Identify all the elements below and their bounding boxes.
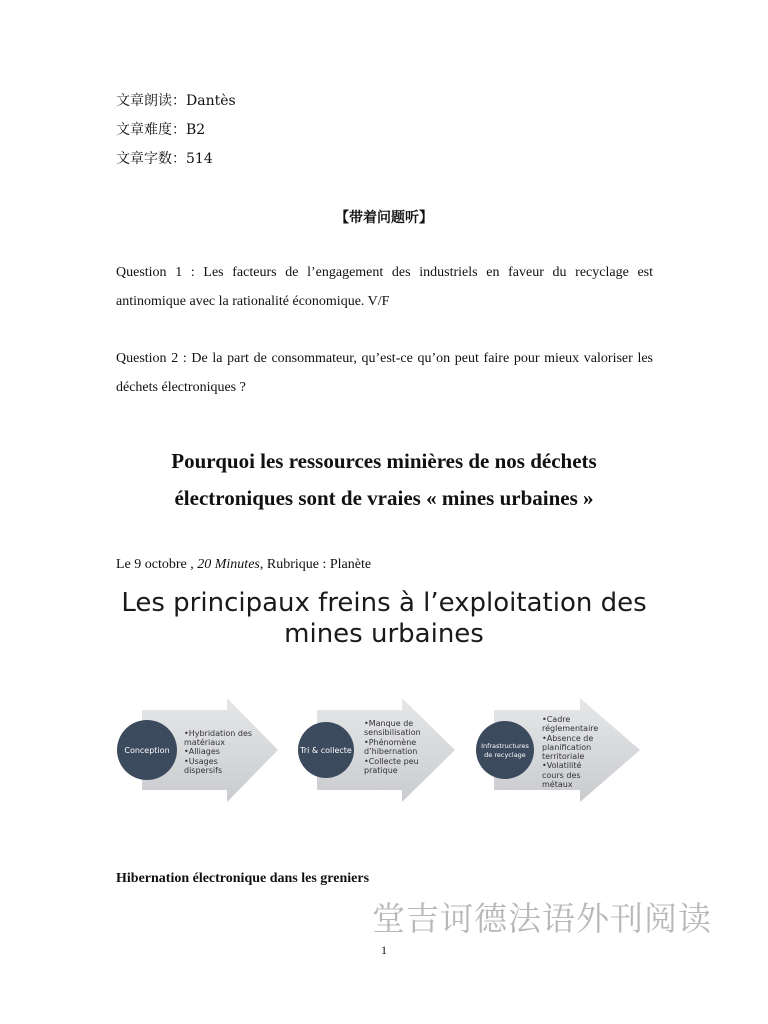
- stage-bullet: •Cadre: [542, 715, 571, 724]
- stage-bullet: dispersifs: [184, 766, 223, 775]
- page-number: 1: [381, 943, 387, 957]
- stage-bullet: matériaux: [184, 738, 225, 747]
- stage-infrastructures: [476, 698, 640, 802]
- stage-bullet: •Usages: [184, 757, 218, 766]
- stage-bullet: •Volatilité: [542, 761, 582, 770]
- stage-conception: [117, 698, 278, 802]
- figure-title: [100, 588, 668, 650]
- source-rubric: , Rubrique : Planète: [259, 557, 372, 572]
- stage-label: Tri & collecte: [300, 746, 352, 755]
- stage-label-line-2: de recyclage: [484, 751, 526, 759]
- source-publication: 20 Minutes: [197, 557, 260, 572]
- question-1: Question 1 : Les facteurs de l’engagement des industriels en faveur du recyclage est antinomique avec la rationalité économique. V/F: [116, 265, 653, 309]
- stage-bullet: réglementaire: [542, 724, 599, 733]
- section-heading: Hibernation électronique dans les greniers: [116, 871, 370, 886]
- stage-bullet: pratique: [364, 766, 398, 775]
- article-title-line-1: Pourquoi les ressources minières de nos déchets: [171, 449, 597, 473]
- stage-bullet: •Absence de: [542, 734, 594, 743]
- wordcount-line: 文章字数：514: [116, 151, 213, 167]
- article-source: [116, 557, 371, 573]
- question-2: Question 2 : De la part de consommateur, qu’est-ce qu’on peut faire pour mieux valoriser les déchets électroniques ?: [116, 351, 653, 395]
- stage-tri-collecte: [298, 698, 455, 802]
- article-title-line-2: électroniques sont de vraies « mines urbaines »: [174, 486, 594, 510]
- stage-bullet: planification: [542, 743, 592, 752]
- watermark-text: 堂吉诃德法语外刊阅读: [372, 899, 712, 938]
- stage-bullet: métaux: [542, 780, 573, 789]
- article-title: [100, 443, 668, 517]
- stage-bullet: territoriale: [542, 752, 585, 761]
- figure-title-line-2: mines urbaines: [284, 619, 484, 649]
- figure-title-line-1: Les principaux freins à l’exploitation des: [121, 588, 647, 618]
- stage-bullet: d’hibernation: [364, 747, 418, 756]
- reader-line: 文章朗读：Dantès: [116, 93, 236, 109]
- stage-label: Conception: [124, 746, 170, 755]
- stage-bullet: sensibilisation: [364, 728, 421, 737]
- stage-bullet: •Manque de: [364, 719, 414, 728]
- obstacles-diagram: [112, 690, 652, 820]
- source-date: Le 9 octobre ,: [116, 557, 194, 572]
- stage-label: Infrastructures: [481, 742, 529, 750]
- stage-circle: [476, 721, 534, 779]
- difficulty-line: 文章难度：B2: [116, 122, 206, 138]
- stage-bullet: cours des: [542, 771, 581, 780]
- stage-bullet: •Collecte peu: [364, 757, 419, 766]
- listen-prompt-heading: 【带着问题听】: [335, 210, 433, 226]
- stage-bullet: •Alliages: [184, 747, 220, 756]
- stage-bullet: •Phénomène: [364, 738, 417, 747]
- stage-bullet: •Hybridation des: [184, 729, 253, 738]
